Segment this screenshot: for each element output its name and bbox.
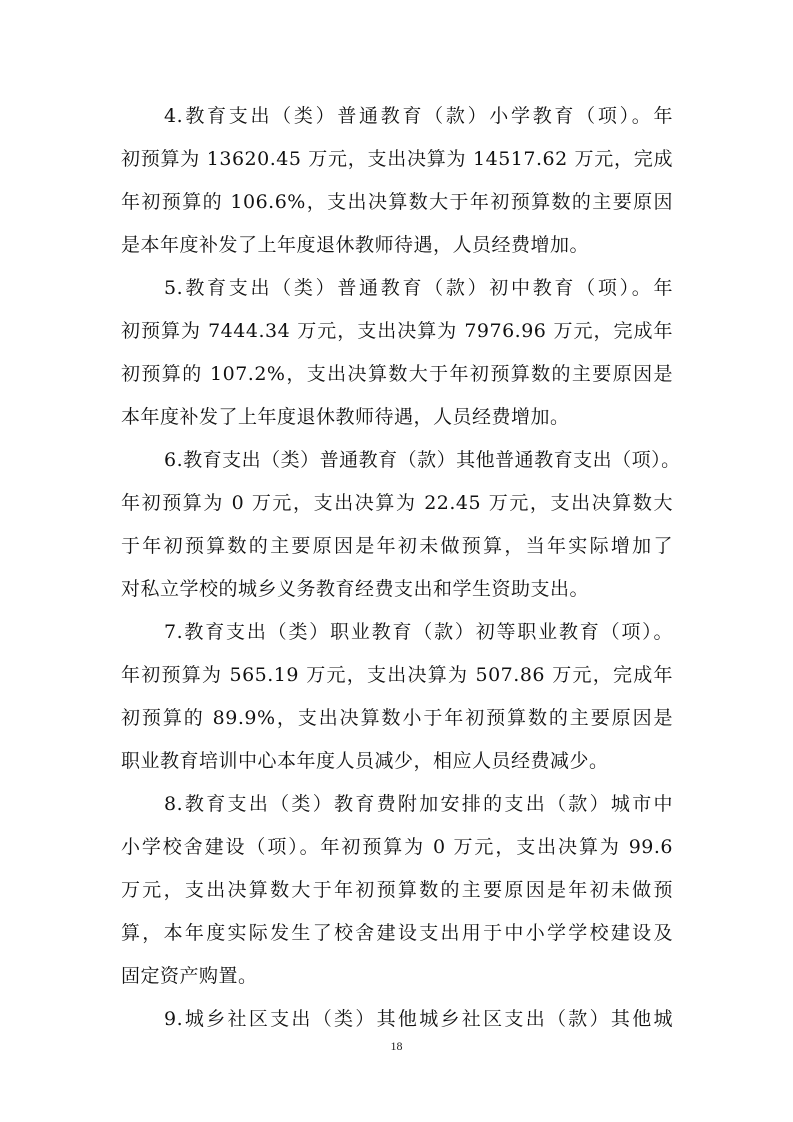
paragraph-7-line-3: 初预算的 89.9%，支出决算数小于年初预算数的主要原因是 — [121, 707, 673, 729]
paragraph-6-line-4: 对私立学校的城乡义务教育经费支出和学生资助支出。 — [121, 578, 590, 600]
paragraph-5-line-4: 本年度补发了上年度退休教师待遇，人员经费增加。 — [121, 406, 570, 428]
paragraph-8-line-2: 小学校舍建设（项）。年初预算为 0 万元，支出决算为 99.6 — [121, 836, 673, 858]
paragraph-5-line-2: 初预算为 7444.34 万元，支出决算为 7976.96 万元，完成年 — [121, 320, 673, 342]
page-number: 18 — [390, 1039, 403, 1053]
paragraph-7-line-4: 职业教育培训中心本年度人员减少，相应人员经费减少。 — [121, 750, 609, 772]
paragraph-6-line-2: 年初预算为 0 万元，支出决算为 22.45 万元，支出决算数大 — [121, 492, 673, 514]
paragraph-4-line-2: 初预算为 13620.45 万元，支出决算为 14517.62 万元，完成 — [121, 148, 673, 170]
paragraph-6-line-1: 6.教育支出（类）普通教育（款）其他普通教育支出（项）。 — [164, 449, 681, 471]
paragraph-5-line-1: 5.教育支出（类）普通教育（款）初中教育（项）。年 — [164, 277, 673, 299]
paragraph-8-line-1: 8.教育支出（类）教育费附加安排的支出（款）城市中 — [164, 793, 673, 815]
paragraph-6-line-3: 于年初预算数的主要原因是年初未做预算，当年实际增加了 — [121, 535, 673, 557]
paragraph-8-line-4: 算，本年度实际发生了校舍建设支出用于中小学学校建设及 — [121, 922, 673, 944]
paragraph-4-line-3: 年初预算的 106.6%，支出决算数大于年初预算数的主要原因 — [121, 191, 673, 213]
paragraph-4-line-1: 4.教育支出（类）普通教育（款）小学教育（项）。年 — [164, 105, 673, 127]
paragraph-8-line-5: 固定资产购置。 — [121, 965, 258, 987]
paragraph-8-line-3: 万元，支出决算数大于年初预算数的主要原因是年初未做预 — [121, 879, 673, 901]
paragraph-7-line-1: 7.教育支出（类）职业教育（款）初等职业教育（项）。 — [164, 621, 673, 643]
paragraph-9-line-1: 9.城乡社区支出（类）其他城乡社区支出（款）其他城 — [164, 1008, 673, 1030]
paragraph-7-line-2: 年初预算为 565.19 万元，支出决算为 507.86 万元，完成年 — [121, 664, 673, 686]
paragraph-4-line-4: 是本年度补发了上年度退休教师待遇，人员经费增加。 — [121, 234, 590, 256]
paragraph-5-line-3: 初预算的 107.2%，支出决算数大于年初预算数的主要原因是 — [121, 363, 673, 385]
